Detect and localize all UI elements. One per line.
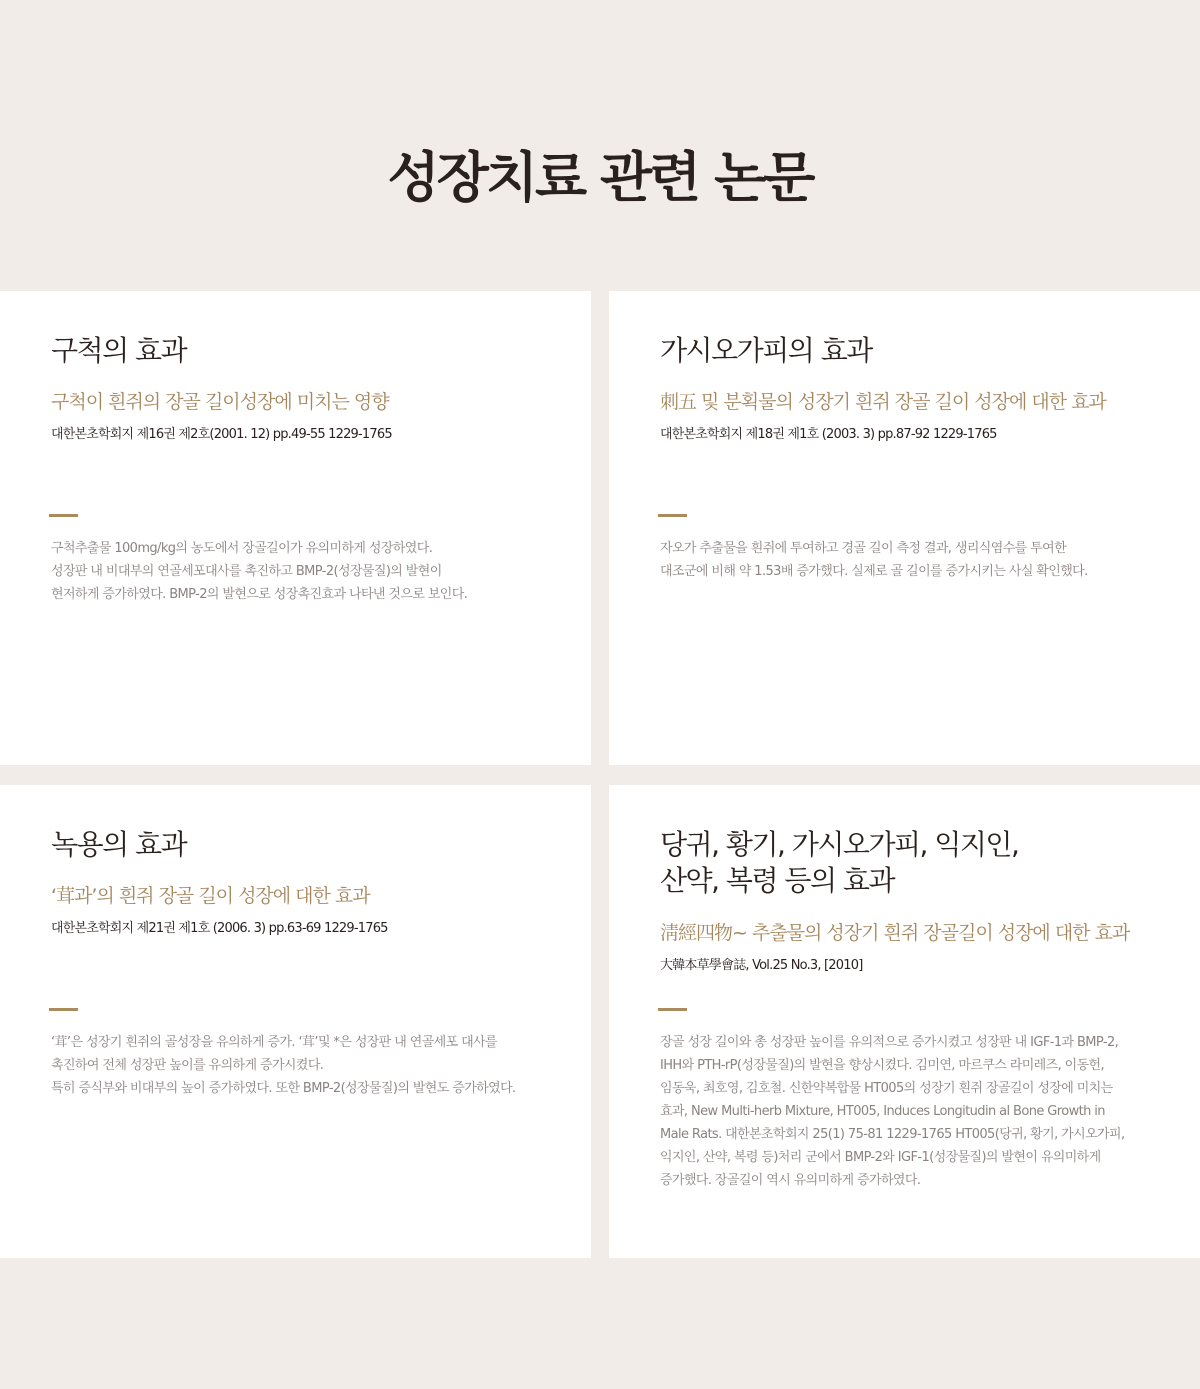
paper-card-nokyong xyxy=(0,785,591,1258)
accent-divider xyxy=(658,514,687,517)
paper-card-herb-mixture xyxy=(609,785,1200,1258)
paper-citation: 대한본초학회지 제16권 제2호(2001. 12) pp.49-55 1229-1765 xyxy=(51,427,392,442)
card-heading: 가시오가피의 효과 xyxy=(660,334,872,367)
card-heading: 구척의 효과 xyxy=(51,334,187,367)
paper-card-gasiogapi xyxy=(609,291,1200,765)
page-title: 성장치료 관련 논문 xyxy=(387,146,813,209)
card-heading: 녹용의 효과 xyxy=(51,828,187,861)
paper-citation: 大韓本草學會誌, Vol.25 No.3, [2010] xyxy=(660,958,863,973)
accent-divider xyxy=(49,1008,78,1011)
card-heading: 당귀, 황기, 가시오가피, 익지인, 산약, 복령 등의 효과 xyxy=(660,828,1019,897)
paper-title: ‘茸과’의 흰쥐 장골 길이 성장에 대한 효과 xyxy=(51,885,370,907)
paper-card-gucheok xyxy=(0,291,591,765)
paper-title: 淸經四物~ 추출물의 성장기 흰쥐 장골길이 성장에 대한 효과 xyxy=(660,922,1130,944)
paper-summary: 구척추출물 100mg/kg의 농도에서 장골길이가 유의미하게 성장하였다. 성장판 내 비대부의 연골세포대사를 촉진하고 BMP-2(성장물질)의 발현이 현저하게 증가하였다. BMP-2의 발현으로 성장촉진효과 나타낸 것으로 보인다. xyxy=(51,541,468,602)
paper-citation: 대한본초학회지 제21권 제1호 (2006. 3) pp.63-69 1229-1765 xyxy=(51,921,388,936)
paper-citation: 대한본초학회지 제18권 제1호 (2003. 3) pp.87-92 1229-1765 xyxy=(660,427,997,442)
paper-summary: 장골 성장 길이와 총 성장판 높이를 유의적으로 증가시켰고 성장판 내 IGF-1과 BMP-2, IHH와 PTH-rP(성장물질)의 발현을 향상시켰다. 김미연, 마르쿠스 라미레즈, 이동헌, 임동욱, 최호영, 김호철. 신한약복합물 HT005의 성장기 흰쥐 장골길이 성장에 미치는 효과, New Multi-herb Mixture, HT005, Induces Longitudin al Bone Growth in Male Rats. 대한본초학회지 25(1) 75-81 1229-1765 HT005(당귀, 황기, 가시오가피, 익지인, 산약, 복령 등)처리 군에서 BMP-2와 IGF-1(성장물질)의 발현이 유의미하게 증가했다. 장골길이 역시 유의미하게 증가하였다. xyxy=(660,1035,1125,1188)
accent-divider xyxy=(658,1008,687,1011)
paper-summary: ‘茸’은 성장기 흰쥐의 골성장을 유의하게 증가. ‘茸’및 *은 성장판 내 연골세포 대사를 촉진하여 전체 성장판 높이를 유의하게 증가시켰다. 특히 증식부와 비대부의 높이 증가하였다. 또한 BMP-2(성장물질)의 발현도 증가하였다. xyxy=(51,1035,516,1096)
paper-title: 구척이 흰쥐의 장골 길이성장에 미치는 영향 xyxy=(51,391,389,413)
paper-title: 刺五 및 분획물의 성장기 흰쥐 장골 길이 성장에 대한 효과 xyxy=(660,391,1106,413)
paper-summary: 자오가 추출물을 흰쥐에 투여하고 경골 길이 측정 결과, 생리식염수를 투여한 대조군에 비해 약 1.53배 증가했다. 실제로 골 길이를 증가시키는 사실 확인했다. xyxy=(660,541,1088,579)
accent-divider xyxy=(49,514,78,517)
